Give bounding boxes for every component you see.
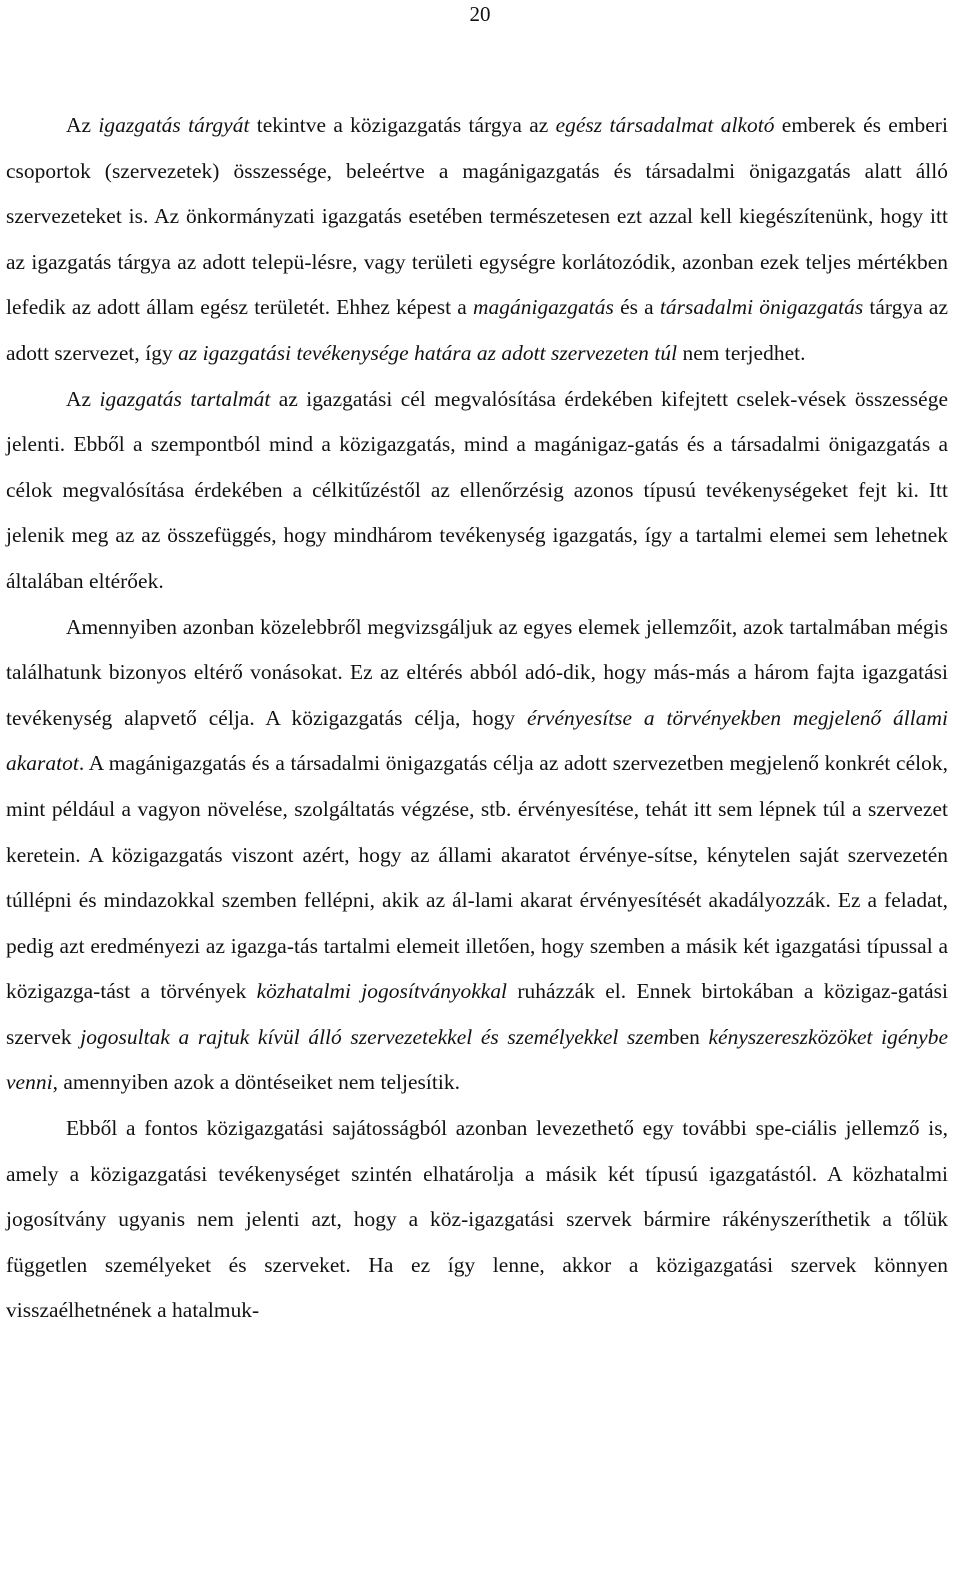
document-body bbox=[6, 103, 948, 1334]
body-text: Ebből a fontos közigazgatási sajátosságból azonban levezethető egy további spe-ciális jellemző is, amely a közigazgatási tevékenységet szintén elhatárolja a másik két típusú igazgatástól. A közhatalmi jogosítvány ugyanis nem jelenti azt, hogy a köz-igazgatási szervek bármire rákényszeríthetik a tőlük független személyeket és szerveket. Ha ez így lenne, akkor a közigazgatási szervek könnyen visszaélhetnének a hatalmuk- bbox=[6, 1116, 948, 1323]
body-text: tekintve a közigazgatás tárgya az bbox=[249, 113, 556, 137]
body-text: és a bbox=[613, 295, 660, 320]
paragraph-special-characteristic bbox=[6, 1106, 948, 1334]
body-text: . A magánigazgatás és a társadalmi önigazgatás célja az adott szervezetben megjelenő konkrét célok, mint például a vagyon növelése, szolgáltatás végzése, stb. érvényesítése, tehát itt sem lépnek túl a szervezet keretein. A közigazgatás viszont azért, hogy az állami akaratot érvénye-sítse, kénytelen saját szervezetén túllépni és mindazokkal szemben fellépni, akik az ál-lami akarat érvényesítését akadályozzák. Ez a feladat, pedig azt eredményezi az igazga-tás tartalmi elemeit illetően, hogy szemben a másik két igazgatási típussal a közigazga-tást a törvények bbox=[6, 751, 948, 1004]
page-number: 20 bbox=[469, 2, 491, 26]
body-text: nem terjedhet. bbox=[677, 340, 806, 365]
italic-text: igazgatás tárgyát bbox=[98, 113, 250, 137]
italic-text: társadalmi önigazgatás bbox=[659, 295, 864, 320]
body-text: ruházzák el. Ennek birtokában a közigaz-gatási szervek bbox=[6, 979, 948, 1049]
body-text: Az bbox=[66, 113, 99, 137]
body-text: , amennyiben azok a döntéseiket nem teljesítik. bbox=[52, 1070, 461, 1095]
italic-text: érvényesítse a törvényekben megjelenő állami akaratot bbox=[6, 705, 949, 776]
paragraph-purpose-of-administration bbox=[6, 605, 948, 1107]
italic-text: az igazgatási tevékenysége határa az adott szervezeten túl bbox=[178, 340, 678, 365]
italic-text: jogosultak a rajtuk kívül álló szervezetekkel és személyekkel szem bbox=[80, 1024, 669, 1049]
italic-text: kényszereszközöket igénybe venni bbox=[6, 1024, 949, 1095]
body-text: ben bbox=[668, 1024, 709, 1049]
body-text: Amennyiben azonban közelebbről megvizsgáljuk az egyes elemek jellemzőit, azok tartalmában mégis találhatunk bizonyos eltérő vonásokat. Ez az eltérés abból adó-dik, hogy más-más a három fajta igazgatási tevékenység alapvető célja. A közigazgatás célja, hogy bbox=[6, 614, 948, 730]
italic-text: igazgatás tartalmát bbox=[99, 386, 271, 411]
italic-text: magánigazgatás bbox=[472, 295, 614, 320]
paragraph-content-of-administration bbox=[6, 377, 948, 605]
italic-text: közhatalmi jogosítványokkal bbox=[256, 979, 508, 1004]
body-text: az igazgatási cél megvalósítása érdekében kifejtett cselek-vések összessége jelenti. Ebből a szempontból mind a közigazgatás, mind a magánigaz-gatás és a társadalmi önigazgatás a célok megvalósítása érdekében a célkitűzéstől az ellenőrzésig azonos típusú tevékenységeket fejt ki. Itt jelenik meg az az összefüggés, hogy mindhárom tevékenység igazgatás, így a tartalmi elemei sem lehetnek általában eltérőek. bbox=[6, 386, 948, 593]
italic-text: egész társadalmat alkotó bbox=[555, 113, 775, 137]
paragraph-subject-of-administration bbox=[6, 103, 948, 377]
body-text: emberek és emberi csoportok (szervezetek) összessége, beleértve a magánigazgatás és társadalmi önigazgatás alatt álló szervezeteket is. Az önkormányzati igazgatás esetében természetesen ezt azzal kell kiegészítenünk, hogy itt az igazgatás tárgya az adott telepü-lésre, vagy területi egységre korlátozódik, azonban ezek teljes mértékben lefedik az adott állam egész területét. Ehhez képest a bbox=[6, 113, 948, 320]
body-text: Az bbox=[66, 386, 100, 411]
body-text: tárgya az adott szervezet, így bbox=[6, 295, 948, 365]
